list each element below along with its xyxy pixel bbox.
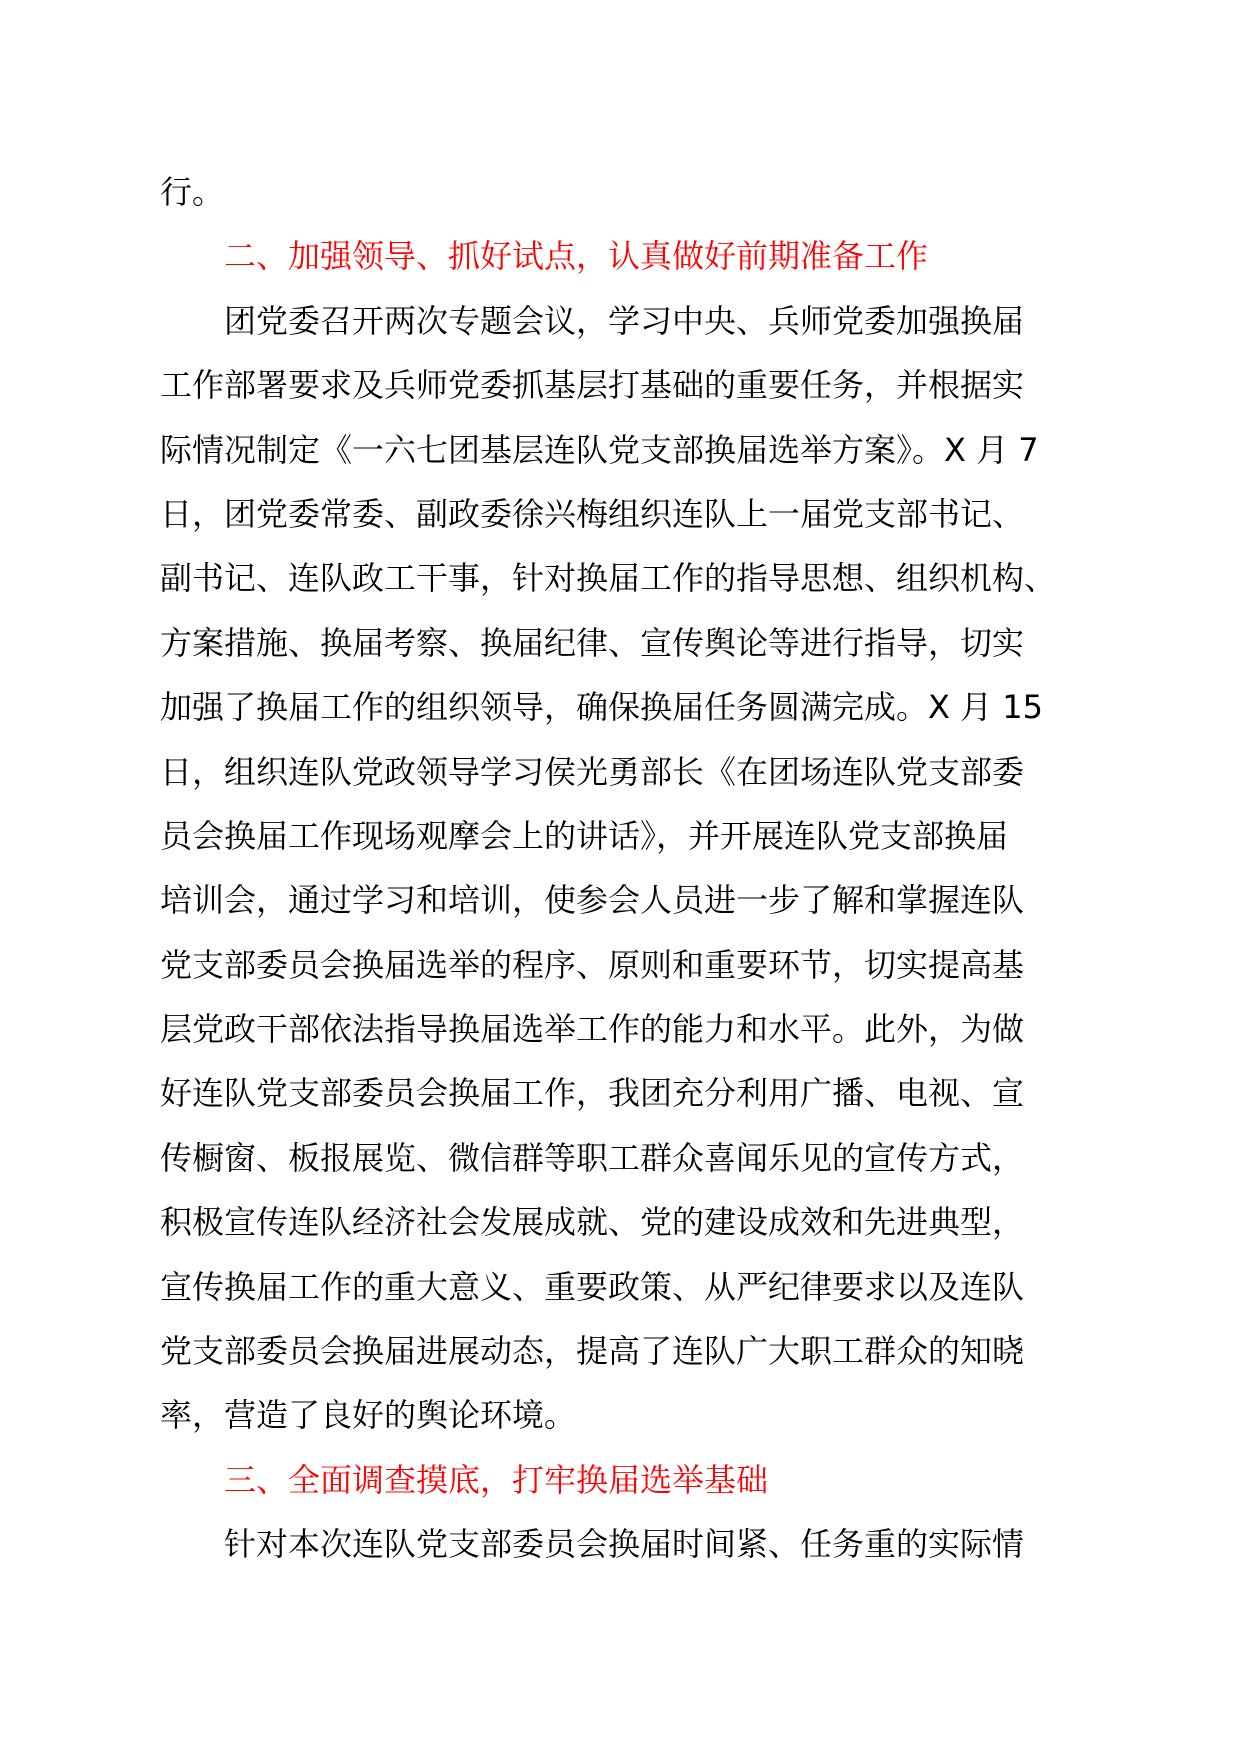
text-line: 党支部委员会换届进展动态，提高了连队广大职工群众的知晓 bbox=[160, 1332, 1025, 1371]
text-line: 日，组织连队党政领导学习侯光勇部长《在团场连队党支部委 bbox=[160, 752, 1025, 791]
text-line: 宣传换届工作的重大意义、重要政策、从严纪律要求以及连队 bbox=[160, 1267, 1025, 1306]
paragraph-start: 团党委召开两次专题会议，学习中央、兵师党委加强换届 bbox=[224, 301, 1025, 340]
text-line: 际情况制定《一六七团基层连队党支部换届选举方案》。X 月 7 bbox=[160, 430, 1039, 469]
text-line: 率，营造了良好的舆论环境。 bbox=[160, 1396, 577, 1435]
section-heading-3: 三、全面调查摸底，打牢换届选举基础 bbox=[224, 1460, 769, 1499]
text-line-continuation: 行。 bbox=[160, 173, 225, 211]
text-line: 层党政干部依法指导换届选举工作的能力和水平。此外，为做 bbox=[160, 1010, 1025, 1049]
text-line: 日，团党委常委、副政委徐兴梅组织连队上一届党支部书记、 bbox=[160, 494, 1025, 533]
text-line: 培训会，通过学习和培训，使参会人员进一步了解和掌握连队 bbox=[160, 881, 1025, 920]
text-line: 方案措施、换届考察、换届纪律、宣传舆论等进行指导，切实 bbox=[160, 623, 1025, 662]
text-line: 党支部委员会换届选举的程序、原则和重要环节，切实提高基 bbox=[160, 945, 1025, 984]
section-heading-2: 二、加强领导、抓好试点，认真做好前期准备工作 bbox=[224, 237, 929, 276]
text-line: 员会换届工作现场观摩会上的讲话》，并开展连队党支部换届 bbox=[160, 816, 1009, 855]
text-line: 工作部署要求及兵师党委抓基层打基础的重要任务，并根据实 bbox=[160, 366, 1025, 405]
paragraph-start: 针对本次连队党支部委员会换届时间紧、任务重的实际情 bbox=[224, 1525, 1025, 1564]
document-body bbox=[160, 160, 1090, 1577]
text-line: 副书记、连队政工干事，针对换届工作的指导思想、组织机构、 bbox=[160, 559, 1057, 598]
text-line: 积极宣传连队经济社会发展成就、党的建设成效和先进典型， bbox=[160, 1203, 1025, 1242]
text-line: 传橱窗、板报展览、微信群等职工群众喜闻乐见的宣传方式， bbox=[160, 1138, 1025, 1177]
text-line: 好连队党支部委员会换届工作，我团充分利用广播、电视、宣 bbox=[160, 1074, 1025, 1113]
text-line: 加强了换届工作的组织领导，确保换届任务圆满完成。X 月 15 bbox=[160, 688, 1043, 727]
